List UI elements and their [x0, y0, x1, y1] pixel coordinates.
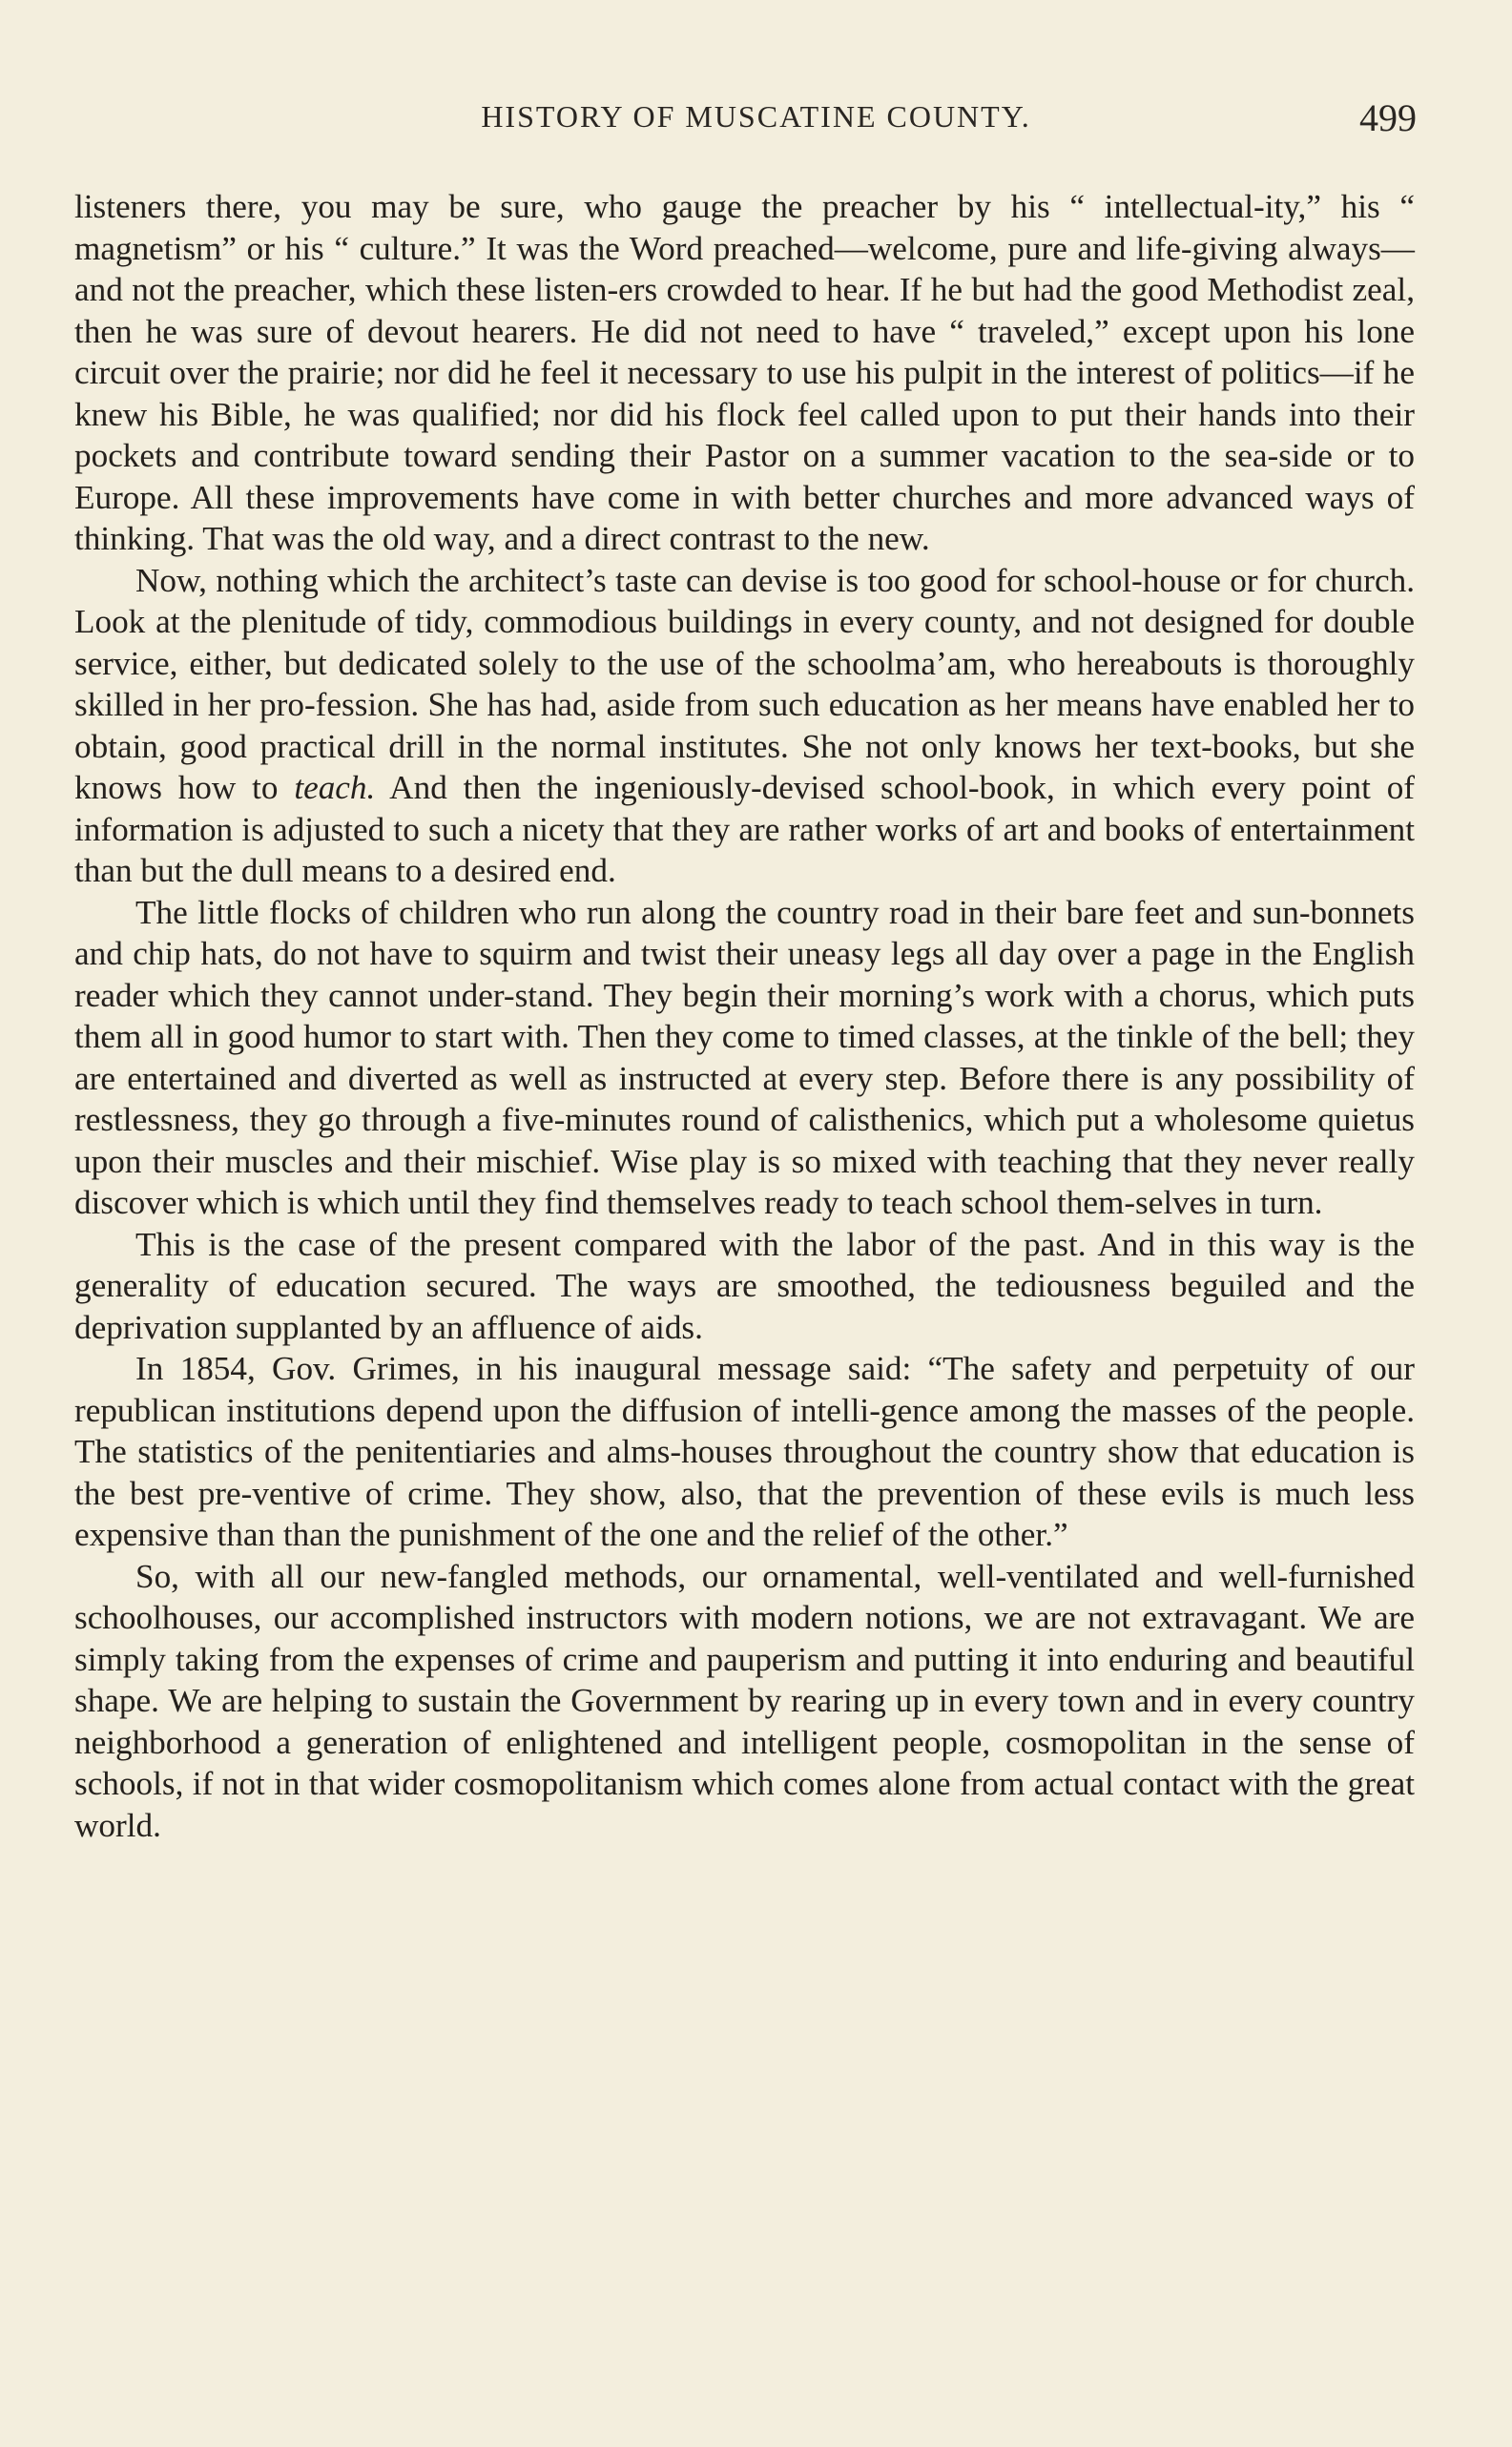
paragraph: [74, 1348, 1415, 1556]
paragraph-text: And then the ingeniously-devised school-book, in which every point of information is adjusted to such a nicety that they are rather works of art and books of entertainment than but the dull means to a desired end.: [74, 769, 1416, 889]
paragraph-text: listeners there, you may be sure, who gauge the preacher by his “ intellectual-ity,” his “ magnetism” or his “ culture.” It was the Word preached—welcome, pure and life-giving always—and not the preacher, which these listen-ers crowded to hear. If he but had the good Methodist zeal, then he was sure of devout hearers. He did not need to have “ traveled,” except upon his lone circuit over the prairie; nor did he feel it necessary to use his pulpit in the interest of politics—if he knew his Bible, he was qualified; nor did his flock feel called upon to put their hands into their pockets and contribute toward sending their Pastor on a summer vacation to the sea-side or to Europe. All these improvements have come in with better churches and more advanced ways of thinking. That was the old way, and a direct contrast to the new.: [74, 188, 1415, 557]
running-title: HISTORY OF MUSCATINE COUNTY.: [481, 99, 1031, 134]
paragraph: [74, 1224, 1415, 1349]
paragraph-text: So, with all our new-fangled methods, our ornamental, well-ventilated and well-furnished schoolhouses, our accomplished instructors with modern notions, we are not extravagant. We are simply taking from the expenses of crime and pauperism and putting it into enduring and beautiful shape. We are helping to sustain the Government by rearing up in every town and in every country neighborhood a generation of enlightened and intelligent people, cosmopolitan in the sense of schools, if not in that wider cosmopolitanism which comes alone from actual contact with the great world.: [74, 1557, 1415, 1844]
paragraph-text: In 1854, Gov. Grimes, in his inaugural message said: “The safety and perpetuity of our republican institutions depend upon the diffusion of intelli-gence among the masses of the people. The statistics of the penitentiaries and alms-houses throughout the country show that education is the best pre-ventive of crime. They show, also, that the prevention of these evils is much less expensive than than the punishment of the one and the relief of the other.”: [74, 1350, 1415, 1553]
paragraph: [74, 1556, 1415, 1847]
emphasized-text: teach.: [294, 769, 376, 806]
page-number: 499: [1359, 96, 1417, 139]
paragraph-text: Now, nothing which the architect’s taste can devise is too good for school-house or for church. Look at the plenitude of tidy, commodious buildings in every county, and not designed for double service, either, but dedicated solely to the use of the schoolma’am, who hereabouts is thoroughly skilled in her pro-fession. She has had, aside from such education as her means have enabled her to obtain, good practical drill in the normal institutes. She not only knows her text-books, but she knows how to: [74, 561, 1415, 806]
running-head: [0, 95, 1512, 143]
body-text: [74, 186, 1415, 1846]
paragraph: [74, 892, 1415, 1224]
paragraph: [74, 186, 1415, 560]
paragraph-text: The little flocks of children who run along the country road in their bare feet and sun-bonnets and chip hats, do not have to squirm and twist their uneasy legs all day over a page in the English reader which they cannot under-stand. They begin their morning’s work with a chorus, which puts them all in good humor to start with. Then they come to timed classes, at the tinkle of the bell; they are entertained and diverted as well as instructed at every step. Before there is any possibility of restlessness, they go through a five-minutes round of calisthenics, which put a wholesome quietus upon their muscles and their mischief. Wise play is so mixed with teaching that they never really discover which is which until they find themselves ready to teach school them-selves in turn.: [74, 893, 1415, 1221]
paragraph-text: This is the case of the present compared with the labor of the past. And in this way is the generality of education secured. The ways are smoothed, the tediousness beguiled and the deprivation supplanted by an affluence of aids.: [74, 1225, 1415, 1346]
paragraph: [74, 560, 1415, 892]
